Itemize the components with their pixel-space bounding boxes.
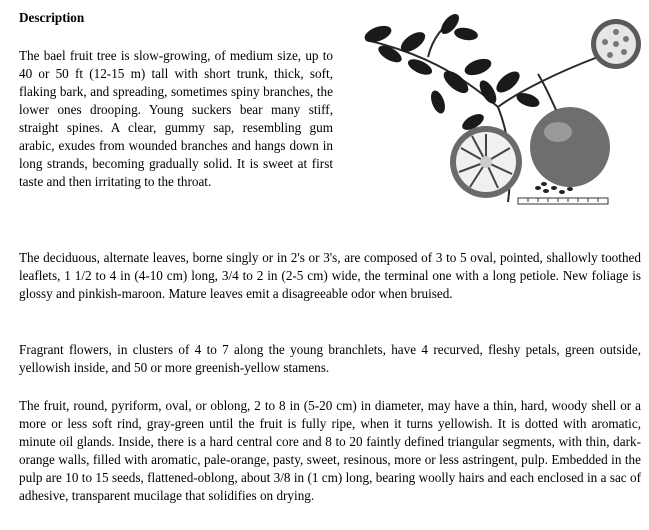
scale-ruler xyxy=(518,198,608,204)
flowers-paragraph: Fragrant flowers, in clusters of 4 to 7 along the young branchlets, have 4 recurved, fleshy petals, green outside, yellowish inside, and 50 or more greenish-yellow stamens. xyxy=(19,342,641,375)
fruit-paragraph: The fruit, round, pyriform, oval, or oblong, 2 to 8 in (5-20 cm) in diameter, may have a thin, hard, woody shell or a more or less soft rind, gray-green until the fruit is fully ripe, when it turns yellowish. It is dotted with aromatic, minute oil glands. Inside, there is a hard central core and 8 to 20 faintly defined triangular segments, with thin, dark-orange walls, filled with aromatic, pale-orange, pasty, sweet, resinous, more or less astringent, pulp. Embedded in the pulp are 10 to 15 seeds, flattened-oblong, about 3/8 in (1 cm) long, bearing woolly hairs and each enclosed in a sac of adhesive, transparent mucilage that solidifies on drying. xyxy=(19,398,641,503)
cut-fruit-top xyxy=(591,19,641,69)
whole-fruit xyxy=(530,74,610,187)
cut-fruit-bottom xyxy=(450,126,522,198)
bael-fruit-branch-photo-icon xyxy=(358,12,643,220)
section-heading: Description xyxy=(19,10,85,25)
leaves-paragraph: The deciduous, alternate leaves, borne singly or in 2's or 3's, are composed of 3 to 5 oval, pointed, shallowly toothed leaflets, 1 1/2 to 4 in (4-10 cm) long, 3/4 to 2 in (2-5 cm) wide, the terminal one with a long petiole. New foliage is glossy and pinkish-maroon. Mature leaves emit a disagreeable odor when bruised. xyxy=(19,250,641,301)
leaves xyxy=(362,12,541,133)
intro-paragraph: The bael fruit tree is slow-growing, of medium size, up to 40 or 50 ft (12-15 m) tall with short trunk, thick, soft, flaking bark, and spreading, sometimes spiny branches, the lower ones drooping. Young suckers bear many stiff, straight spines. A clear, gummy sap, resembling gum arabic, exudes from wounded branches and hangs down in long strands, becoming gradually solid. It is sweet at first taste and then irritating to the throat. xyxy=(19,48,333,189)
